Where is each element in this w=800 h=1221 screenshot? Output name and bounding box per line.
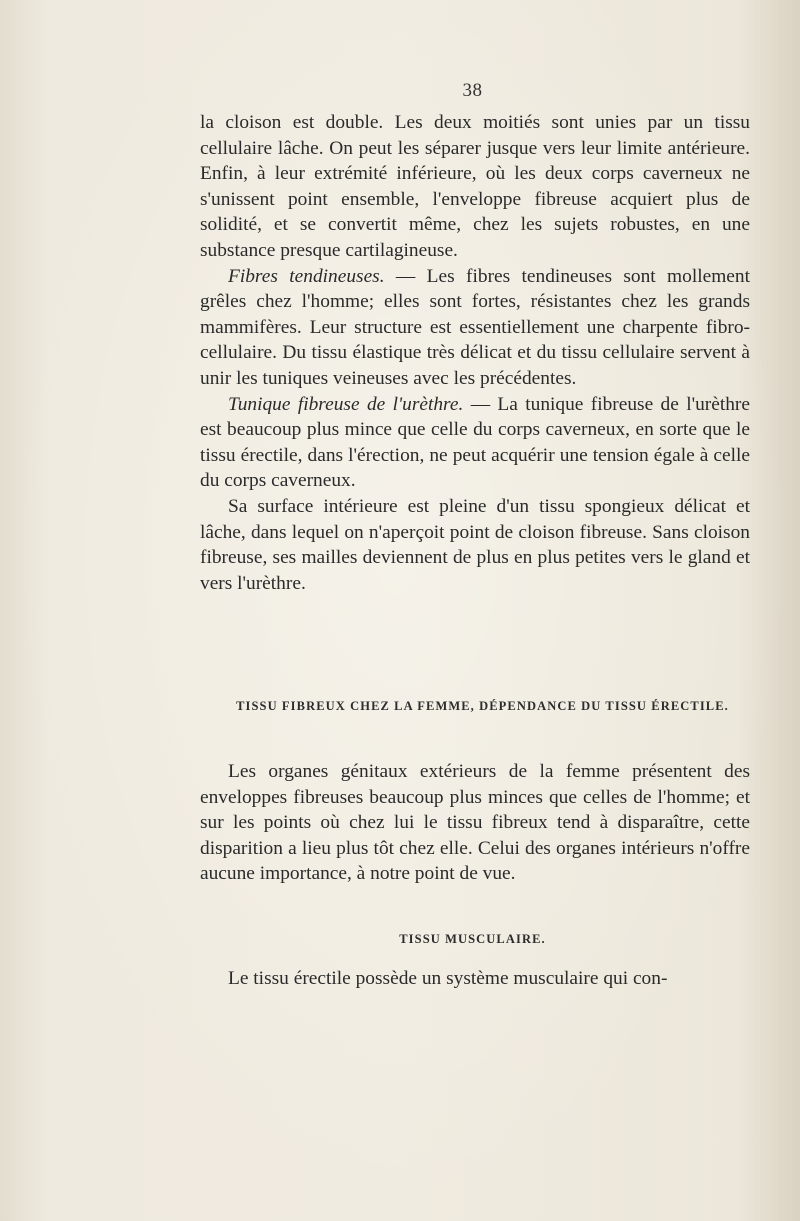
section-heading-tissu-fibreux-femme: TISSU FIBREUX CHEZ LA FEMME, DÉPENDANCE DU TISSU ÉRECTILE. (236, 699, 729, 713)
text-block-top (200, 110, 750, 596)
paragraph-tunique-fibreuse (200, 392, 750, 494)
paragraph-systeme-musculaire: Le tissu érectile possède un système musculaire qui con- (228, 968, 668, 989)
paragraph-organes-genitaux: Les organes génitaux extérieurs de la femme présentent des enveloppes fibreuses beaucoup plus minces que celles de l'homme; et sur les points où chez lui le tissu fibreux tend à disparaître, cette disparition a lieu plus tôt chez elle. Celui des organes intérieurs n'offre aucune importance, à notre point de vue. (200, 761, 750, 885)
paragraph-lead-fibres-tendineuses: Fibres tendineuses. (228, 265, 385, 287)
text-block-bottom (200, 966, 750, 992)
page-number: 38 (462, 80, 483, 101)
paragraph-body-tunique-fibreuse: — La tunique fibreuse de l'urèthre est beaucoup plus mince que celle du corps caverneux, en sorte que le tissu érectile, dans l'érection, ne peut acquérir une tension égale à celle du corps caverneux. (200, 393, 750, 492)
text-block-middle (200, 759, 750, 887)
paragraph-cloison: la cloison est double. Les deux moitiés sont unies par un tissu cellulaire lâche. On peut les séparer jusque vers leur limite antérieure. Enfin, à leur extrémité inférieure, où les deux corps caverneux ne s'unissent point ensemble, l'enveloppe fibreuse acquiert plus de solidité, et se convertit même, chez les sujets robustes, en une substance presque cartilagineuse. (200, 112, 750, 261)
paragraph-fibres-tendineuses (200, 264, 750, 392)
paragraph-lead-tunique-fibreuse: Tunique fibreuse de l'urèthre. (228, 393, 464, 415)
paragraph-surface-interieure: Sa surface intérieure est pleine d'un tissu spongieux délicat et lâche, dans lequel on n'aperçoit point de cloison fibreuse. Sans cloison fibreuse, ses mailles deviennent de plus en plus petites vers le gland et vers l'urèthre. (200, 495, 750, 594)
section-heading-tissu-musculaire: TISSU MUSCULAIRE. (399, 932, 546, 946)
paragraph-body-fibres-tendineuses: — Les fibres tendineuses sont mollement grêles chez l'homme; elles sont fortes, résistantes chez les grands mammifères. Leur structure est essentiellement une charpente fibro-cellulaire. Du tissu élastique très délicat et du tissu cellulaire servent à unir les tuniques veineuses avec les précédentes. (200, 265, 750, 389)
